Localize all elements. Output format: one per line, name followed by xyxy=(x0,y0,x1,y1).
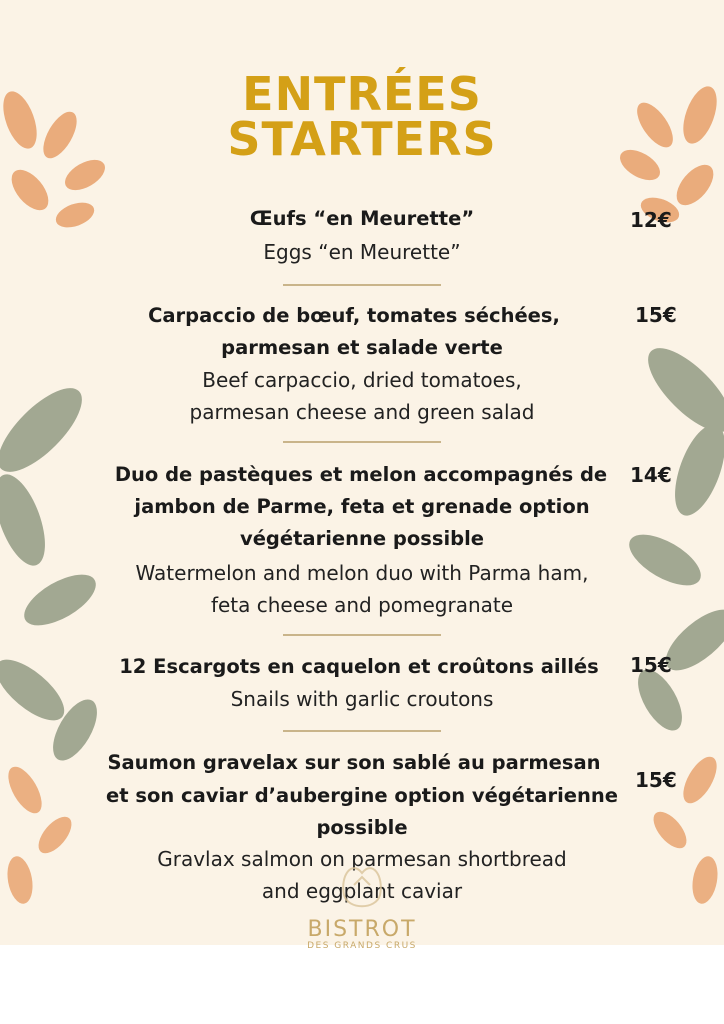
item-3-french-line-3: végétarienne possible xyxy=(239,527,485,550)
item-2-french-line-1: Carpaccio de bœuf, tomates séchées, xyxy=(148,304,560,327)
item-2-english-line-2: parmesan cheese and green salad xyxy=(189,400,535,424)
item-2-english-line-1: Beef carpaccio, dried tomatoes, xyxy=(202,368,522,392)
item-5-french-line-1: Saumon gravelax sur son sablé au parmesan xyxy=(107,751,601,774)
logo-emblem-icon xyxy=(282,855,442,917)
item-4-price: 15€ xyxy=(630,653,672,677)
item-4-french-line-1: 12 Escargots en caquelon et croûtons aillés xyxy=(119,655,599,678)
item-3-english-line-2: feta cheese and pomegranate xyxy=(210,593,514,617)
item-2-french-line-2: parmesan et salade verte xyxy=(221,336,503,359)
item-1-french-line-1: Œufs “en Meurette” xyxy=(249,207,475,230)
item-5-english-line-1: Gravlax salmon on parmesan shortbread xyxy=(157,847,567,871)
title-english: STARTERS xyxy=(227,112,497,166)
divider xyxy=(283,634,441,636)
item-5-french-line-2: et son caviar d’aubergine option végétarienne xyxy=(106,784,618,807)
item-1-english-line-1: Eggs “en Meurette” xyxy=(263,240,461,264)
page-bottom-margin xyxy=(0,945,724,1024)
title-french: ENTRÉES xyxy=(242,67,482,121)
item-3-french-line-2: jambon de Parme, feta et grenade option xyxy=(134,495,590,518)
item-3-english-line-1: Watermelon and melon duo with Parma ham, xyxy=(135,561,589,585)
logo-name: BISTROT xyxy=(307,917,417,942)
divider xyxy=(283,730,441,732)
item-1-price: 12€ xyxy=(630,208,672,232)
bistrot-logo xyxy=(282,855,442,955)
item-5-french-line-3: possible xyxy=(316,816,408,839)
logo-subtitle: DES GRANDS CRUS xyxy=(307,941,417,951)
divider xyxy=(283,441,441,443)
item-4-english-line-1: Snails with garlic croutons xyxy=(230,687,494,711)
item-3-french-line-1: Duo de pastèques et melon accompagnés de xyxy=(114,463,608,486)
divider xyxy=(283,284,441,286)
item-5-english-line-2: and eggplant caviar xyxy=(261,879,463,903)
item-5-price: 15€ xyxy=(635,768,677,792)
item-2-price: 15€ xyxy=(635,303,677,327)
item-3-price: 14€ xyxy=(630,463,672,487)
